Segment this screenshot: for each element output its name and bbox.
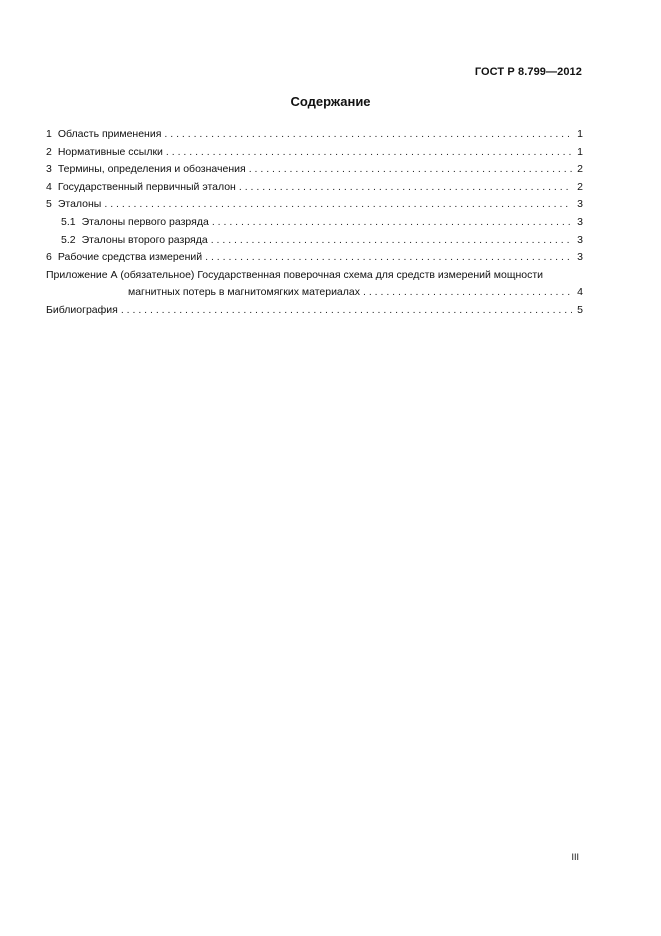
dot-leader — [164, 126, 572, 143]
toc-entry-label: Эталоны второго разряда — [81, 233, 208, 246]
toc-entry-bibliography[interactable] — [46, 302, 583, 320]
toc-entry-label: Эталоны — [57, 198, 102, 211]
dot-leader — [249, 161, 572, 178]
toc-entry-label: Термины, определения и обозначения — [57, 163, 246, 176]
toc-entry-page: 3 — [577, 198, 583, 211]
toc-entry-page: 3 — [577, 233, 583, 246]
toc-entry-2[interactable] — [46, 144, 583, 162]
toc-entry-page: 5 — [577, 303, 583, 316]
dot-leader — [104, 196, 572, 213]
dot-leader — [212, 214, 572, 231]
toc-entry-6[interactable] — [46, 249, 583, 267]
table-of-contents — [46, 126, 583, 320]
toc-entry-1[interactable] — [46, 126, 583, 144]
toc-entry-number: 5 — [46, 198, 52, 211]
toc-entry-page: 3 — [577, 251, 583, 264]
toc-entry-page: 2 — [577, 180, 583, 193]
toc-appendix-title: Приложение А (обязательное) Государственная поверочная схема для средств измерений мощности — [46, 268, 544, 281]
toc-entry-label: Государственный первичный эталон — [57, 180, 236, 193]
toc-entry-3[interactable] — [46, 161, 583, 179]
dot-leader — [121, 302, 572, 319]
toc-entry-number: 4 — [46, 180, 52, 193]
toc-entry-appendix-a-continued[interactable] — [46, 284, 583, 302]
standard-code: ГОСТ Р 8.799—2012 — [474, 66, 582, 78]
toc-appendix-title-continued: магнитных потерь в магнитомягких материалах — [128, 286, 360, 299]
toc-entry-number: 5.1 — [61, 215, 76, 228]
toc-entry-number: 5.2 — [61, 233, 76, 246]
toc-entry-page: 3 — [577, 215, 583, 228]
toc-entry-number: 3 — [46, 163, 52, 176]
toc-entry-5[interactable] — [46, 196, 583, 214]
toc-entry-number: 2 — [46, 145, 52, 158]
dot-leader — [166, 144, 572, 161]
toc-entry-label: Нормативные ссылки — [57, 145, 163, 158]
toc-entry-label: Библиография — [46, 303, 118, 316]
toc-entry-page: 4 — [577, 286, 583, 299]
toc-entry-number: 6 — [46, 251, 52, 264]
page-number: III — [571, 852, 579, 862]
toc-entry-appendix-a[interactable] — [46, 267, 583, 285]
toc-entry-label: Область применения — [57, 128, 162, 140]
toc-entry-page: 1 — [577, 128, 583, 140]
toc-entry-4[interactable] — [46, 179, 583, 197]
toc-title: Содержание — [290, 94, 371, 109]
toc-entry-page: 2 — [577, 163, 583, 176]
toc-entry-5-2[interactable] — [46, 232, 583, 250]
toc-entry-label: Эталоны первого разряда — [81, 215, 209, 228]
toc-entry-5-1[interactable] — [46, 214, 583, 232]
dot-leader — [239, 179, 572, 196]
dot-leader — [205, 249, 572, 266]
toc-entry-page: 1 — [577, 145, 583, 158]
dot-leader — [211, 232, 572, 249]
toc-entry-number: 1 — [46, 128, 52, 140]
toc-entry-label: Рабочие средства измерений — [57, 251, 203, 264]
dot-leader — [363, 284, 572, 301]
